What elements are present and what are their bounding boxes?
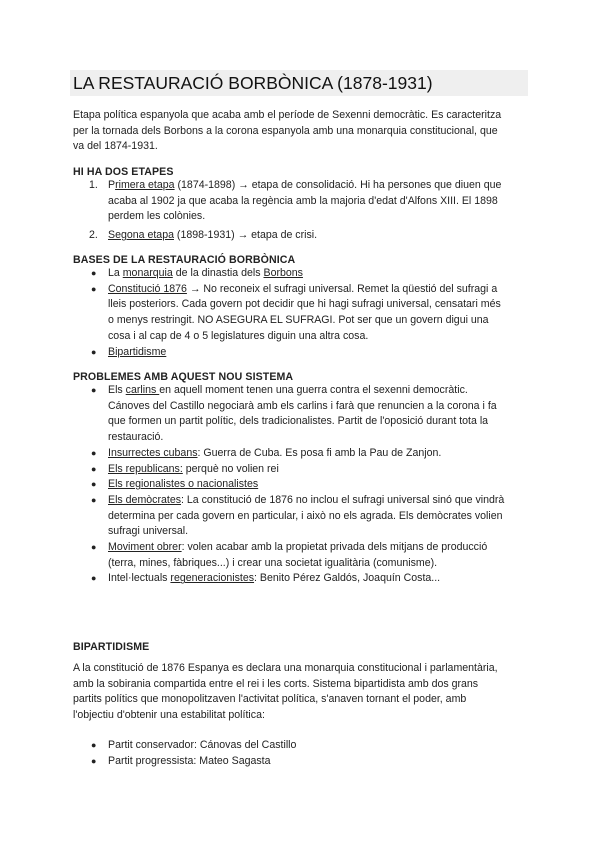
bullet-icon: ●	[91, 447, 97, 458]
section-heading-etapes: HI HA DOS ETAPES	[73, 166, 174, 178]
bullet-icon: ●	[91, 479, 97, 490]
list-item: ● Partit progressista: Mateo Sagasta	[108, 754, 533, 770]
list-item: ● Moviment obrer: volen acabar amb la propietat privada dels mitjans de producció (terra, mines, fàbriques...) i crear una societat igualitària (comunisme).	[91, 541, 488, 569]
list-item: ● Els republicans: perquè no volien rei	[108, 462, 533, 478]
problemes-list	[91, 383, 533, 587]
list-number: 2.	[89, 229, 98, 242]
section-heading-problemes: PROBLEMES AMB AQUEST NOU SISTEMA	[73, 371, 294, 383]
page-title: LA RESTAURACIÓ BORBÒNICA (1878-1931)	[70, 70, 528, 96]
list-item: 2. Segona etapa (1898-1931) → etapa de crisi.	[108, 228, 533, 244]
bullet-icon: ●	[91, 268, 97, 278]
term-primera-etapa: rimera etapa	[115, 179, 175, 191]
bullet-icon: ●	[91, 283, 97, 294]
list-item: ● Els regionalistes o nacionalistes	[108, 477, 533, 493]
intro-line: per la tornada dels Borbons a la corona espanyola amb una monarquia constitucional, que	[73, 124, 498, 137]
bullet-icon: ●	[91, 755, 97, 766]
bipartidisme-paragraph: A la constitució de 1876 Espanya es declara una monarquia constitucional i parlamentària, amb la sobirania compartida entre el rei i les corts. Sistema bipartidista amb dos grans partits polítics que monopolitzaven l'activitat política, s'anaven tornant el poder, amb l'objectiu d'obtenir una estabilitat política:	[73, 662, 498, 722]
list-item: ● Els carlins en aquell moment tenen una guerra contra el sexenni democràtic. Cánoves del Castillo negociarà amb els carlins i farà que renuncien a la corona i fa que formen un partit polític, dels tradicionalistes. Partit de l'oposició durant tota la restauració.	[91, 384, 497, 444]
bullet-icon: ●	[91, 573, 97, 584]
list-item: ● Els demòcrates: La constitució de 1876 no inclou el sufragi universal sinó que vindrà determina per cada govern en particular, i això no els agrada. Els demòcrates volien sufragi universal.	[91, 493, 505, 538]
bases-list	[91, 266, 533, 360]
etapes-list	[89, 178, 533, 244]
list-item: ● La monarquia de la dinastia dels Borbons	[108, 266, 533, 282]
list-item: ● Intel·lectuals regeneracionistes: Benito Pérez Galdós, Joaquín Costa...	[108, 571, 533, 587]
bullet-icon: ●	[91, 463, 97, 474]
list-number: 1.	[89, 179, 98, 191]
bullet-icon: ●	[91, 542, 97, 553]
term-constitucio: Constitució 1876	[108, 282, 187, 295]
term-bipartidisme: Bipartidisme	[108, 345, 167, 358]
section-heading-bipartidisme: BIPARTIDISME	[73, 641, 150, 653]
list-item	[91, 345, 533, 361]
bullet-icon: ●	[91, 385, 97, 395]
term-segona-etapa: Segona etapa	[108, 229, 174, 242]
section-heading-bases: BASES DE LA RESTAURACIÓ BORBÒNICA	[73, 254, 296, 266]
intro-paragraph	[73, 108, 533, 155]
list-item: ● Insurrectes cubans: Guerra de Cuba. Es posa fi amb la Pau de Zanjon.	[108, 446, 533, 462]
list-item: ● Partit conservador: Cánovas del Castillo	[108, 738, 533, 754]
intro-line: va del 1874-1931.	[73, 140, 158, 153]
list-item: 1. Primera etapa (1874-1898) → etapa de consolidació. Hi ha persones que diuen que acaba al 1902 ja que acaba la regència amb la majoria d'edat d'Alfons XIII. El 1898 perdem les colònies.	[89, 179, 502, 223]
partits-list	[91, 738, 533, 769]
bullet-icon: ●	[91, 494, 97, 505]
intro-line: Etapa política espanyola que acaba amb el període de Sexenni democràtic. Es caracteritza	[73, 109, 502, 121]
bullet-icon: ●	[91, 740, 97, 750]
bullet-icon: ●	[91, 346, 97, 357]
list-item: ● Constitució 1876 → No reconeix el sufragi universal. Remet la qüestió del sufragi a lleis posteriors. Cada govern pot decidir que hi hagi sufragi universal, censatari més o menys restringit. NO ASEGURA EL SUFRAGI. Pot ser que un govern digui una cosa i al cap de 4 o 5 legislatures diguin una altra cosa.	[91, 282, 501, 342]
